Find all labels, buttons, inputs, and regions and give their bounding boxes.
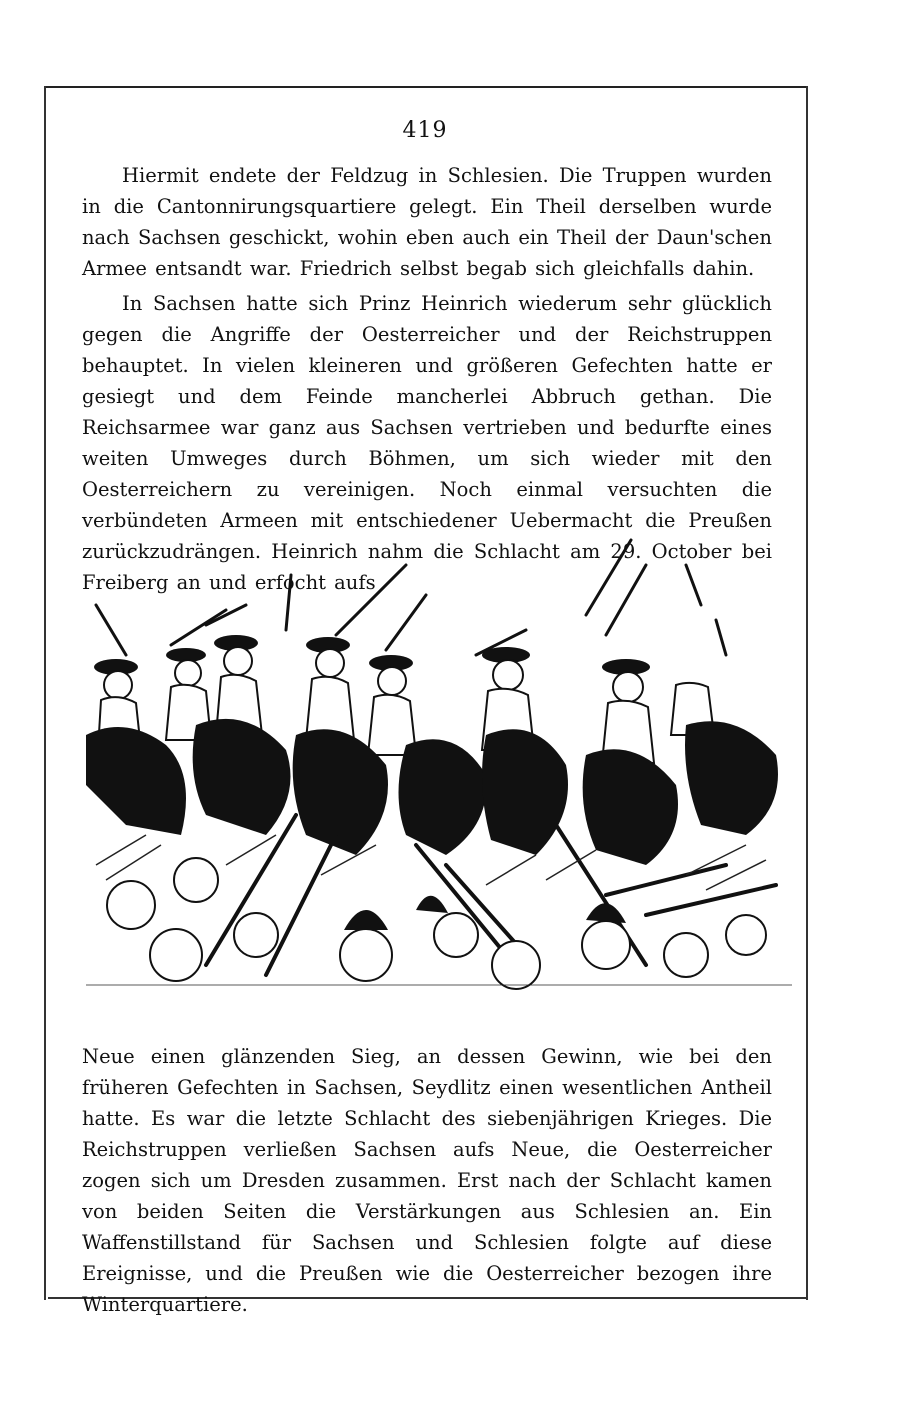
page-number: 419 xyxy=(402,118,448,143)
cavalry-charge-engraving xyxy=(86,535,792,1010)
text-block-bottom xyxy=(82,1041,772,1320)
page-frame-top-rule xyxy=(44,86,808,88)
page-frame-right-rule xyxy=(806,86,808,1300)
paragraph-3: Neue einen glänzenden Sieg, an dessen Gewinn, wie bei den früheren Gefechten in Sachsen, Seydlitz einen wesentlichen Antheil hatte. Es war die letzte Schlacht des siebenjährigen Krieges. Die Reichstruppen verließen Sachsen aufs Neue, die Oesterreicher zogen sich um Dresden zusammen. Erst nach der Schlacht kamen von beiden Seiten die Verstärkungen aus Schlesien an. Ein Waffenstillstand für Sachsen und Schlesien folgte auf diese Ereignisse, und die Preußen wie die Oesterreicher bezogen ihre Winterquartiere. xyxy=(82,1045,772,1316)
page-frame-left-rule xyxy=(44,86,46,1300)
text-block-top xyxy=(82,160,772,598)
paragraph-2: In Sachsen hatte sich Prinz Heinrich wiederum sehr glücklich gegen die Angriffe der Oesterreicher und der Reichstruppen behauptet. In vielen kleineren und größeren Gefechten hatte er gesiegt und dem Feinde mancherlei Abbruch gethan. Die Reichsarmee war ganz aus Sachsen vertrieben und bedurfte eines weiten Umweges durch Böhmen, um sich wieder mit den Oesterreichern zu vereinigen. Noch einmal versuchten die verbündeten Armeen mit entschiedener Uebermacht die Preußen zurückzudrängen. Heinrich nahm die Schlacht am 29. October bei Freiberg an und erfocht aufs xyxy=(82,292,772,594)
paragraph-1: Hiermit endete der Feldzug in Schlesien. Die Truppen wurden in die Cantonnirungsquartiere gelegt. Ein Theil derselben wurde nach Sachsen geschickt, wohin eben auch ein Theil der Daun'schen Armee entsandt war. Friedrich selbst begab sich gleichfalls dahin. xyxy=(82,164,772,280)
